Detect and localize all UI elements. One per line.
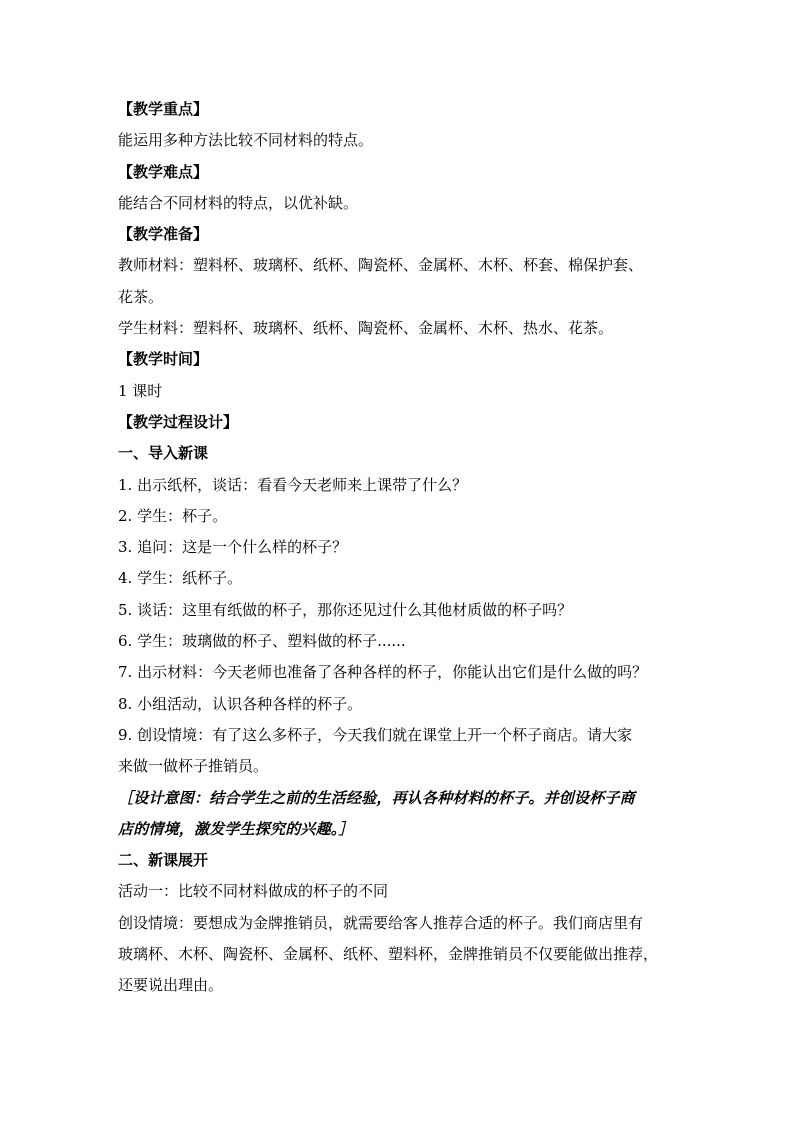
design-note-line: 店的情境，激发学生探究的兴趣。］ [118, 819, 354, 838]
body-line: 还要说出理由。 [118, 976, 224, 995]
body-line: 玻璃杯、木杯、陶瓷杯、金属杯、纸杯、塑料杯，金牌推销员不仅要能做出推荐， [118, 945, 659, 964]
section-heading: 一、导入新课 [118, 444, 209, 463]
body-line: 创设情境：要想成为金牌推销员，就需要给客人推荐合适的杯子。我们商店里有 [118, 913, 644, 932]
body-line: 1 课时 [118, 381, 163, 400]
body-line: 来做一做杯子推销员。 [118, 757, 269, 776]
section-heading: 【教学准备】 [118, 225, 209, 244]
body-line: 花茶。 [118, 287, 164, 306]
section-heading: 【教学过程设计】 [118, 412, 239, 431]
section-heading: 【教学难点】 [118, 162, 209, 181]
body-line: 活动一：比较不同材料做成的杯子的不同 [118, 882, 389, 901]
body-line: 5. 谈话：这里有纸做的杯子，那你还见过什么其他材质做的杯子吗？ [118, 600, 573, 619]
body-line: 能运用多种方法比较不同材料的特点。 [118, 131, 374, 150]
body-line: 7. 出示材料：今天老师也准备了各种各样的杯子，你能认出它们是什么做的吗？ [118, 663, 648, 682]
section-heading: 【教学重点】 [118, 100, 209, 118]
body-line: 能结合不同材料的特点，以优补缺。 [118, 193, 359, 212]
body-line: 2. 学生：杯子。 [118, 506, 228, 525]
document-body [118, 94, 698, 1002]
body-line: 3. 追问：这是一个什么样的杯子？ [118, 538, 348, 557]
body-line: 教师材料：塑料杯、玻璃杯、纸杯、陶瓷杯、金属杯、木杯、杯套、棉保护套、 [118, 256, 644, 275]
design-note-line: ［设计意图：结合学生之前的生活经验，再认各种材料的杯子。并创设杯子商 [118, 788, 635, 807]
body-line: 学生材料：塑料杯、玻璃杯、纸杯、陶瓷杯、金属杯、木杯、热水、花茶。 [118, 319, 614, 338]
section-heading: 二、新课展开 [118, 851, 209, 870]
body-line: 4. 学生：纸杯子。 [118, 569, 243, 588]
body-line: 9. 创设情境：有了这么多杯子，今天我们就在课堂上开一个杯子商店。请大家 [118, 725, 633, 744]
body-line: 1. 出示纸杯，谈话：看看今天老师来上课带了什么？ [118, 475, 468, 494]
section-heading: 【教学时间】 [118, 350, 209, 369]
body-line: 8. 小组活动，认识各种各样的杯子。 [118, 694, 363, 713]
body-line: 6. 学生：玻璃做的杯子、塑料做的杯子...... [118, 632, 406, 651]
